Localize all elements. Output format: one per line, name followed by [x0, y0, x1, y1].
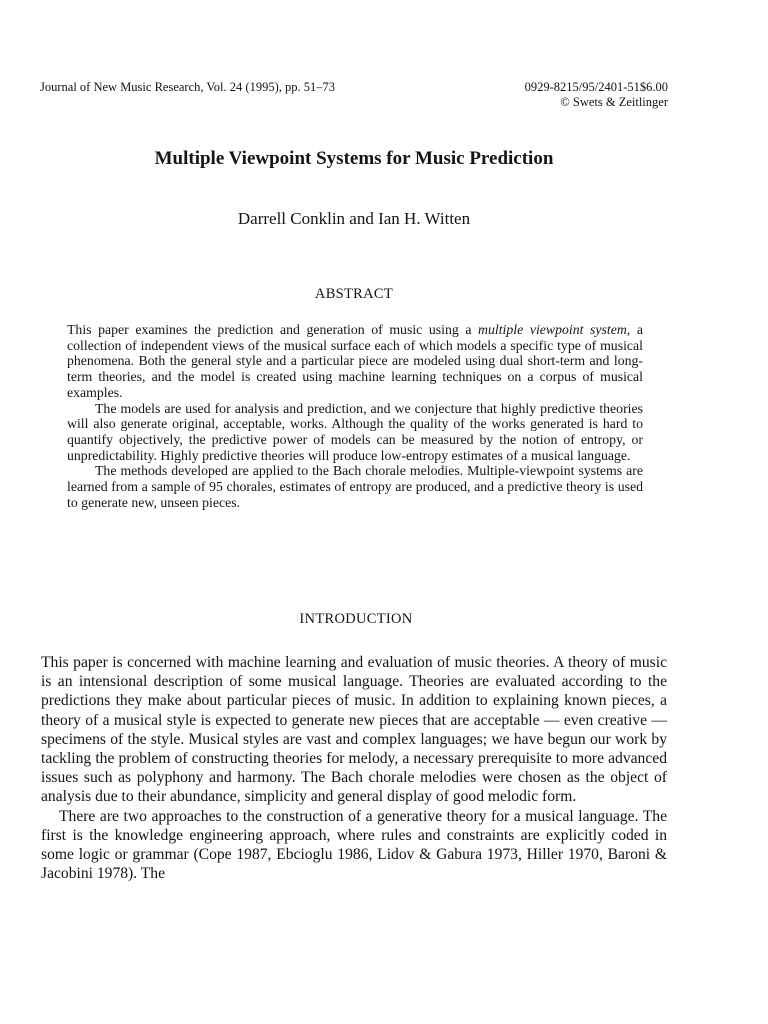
introduction-body	[41, 653, 667, 883]
abstract-paragraph-1	[67, 322, 643, 401]
abstract-body	[67, 322, 643, 510]
introduction-paragraph-2: There are two approaches to the construction of a generative theory for a musical language. The first is the knowledge engineering approach, where rules and constraints are explicitly coded in some logic or grammar (Cope 1987, Ebcioglu 1986, Lidov & Gabura 1973, Hiller 1970, Baroni & Jacobini 1978). The	[41, 807, 667, 883]
abstract-p1-lead: This paper examines the prediction and generation of music using a	[67, 322, 479, 337]
abstract-p1-emphasis: multiple viewpoint system	[478, 322, 627, 337]
paper-authors: Darrell Conklin and Ian H. Witten	[237, 209, 471, 228]
abstract-paragraph-2: The models are used for analysis and prediction, and we conjecture that highly predictive theories will also generate original, acceptable, works. Although the quality of the works generated is hard to quantify objectively, the predictive power of models can be measured by the notion of entropy, or unpredictability. Highly predictive theories will produce low-entropy estimates of a musical language.	[67, 400, 643, 463]
abstract-p1-rest: , a collection of independent views of the musical surface each of which models a specific type of musical phenomena. Both the general style and a particular piece are modeled using dual short-term and long-term theories, and the model is created using machine learning techniques on a corpus of musical examples.	[67, 322, 643, 400]
issn-price-code: 0929-8215/95/2401-51$6.00	[524, 80, 668, 94]
introduction-heading: INTRODUCTION	[299, 611, 413, 627]
abstract-heading: ABSTRACT	[314, 286, 394, 302]
abstract-paragraph-3: The methods developed are applied to the Bach chorale melodies. Multiple-viewpoint systems are learned from a sample of 95 chorales, estimates of entropy are produced, and a predictive theory is used to generate new, unseen pieces.	[67, 463, 643, 510]
introduction-paragraph-1: This paper is concerned with machine learning and evaluation of music theories. A theory of music is an intensional description of some musical language. Theories are evaluated according to the predictions they make about particular pieces of music. In addition to explaining known pieces, a theory of a musical style is expected to generate new pieces that are acceptable — even creative — specimens of the style. Musical styles are vast and complex languages; we have begun our work by tackling the problem of constructing theories for melody, a necessary prerequisite to more advanced issues such as polyphony and harmony. The Bach chorale melodies were chosen as the object of analysis due to their abundance, simplicity and general display of good melodic form.	[41, 654, 667, 806]
journal-citation: Journal of New Music Research, Vol. 24 (1995), pp. 51–73	[40, 80, 335, 94]
paper-title: Multiple Viewpoint Systems for Music Prediction	[154, 148, 554, 169]
header-right-block	[525, 80, 668, 110]
publisher-copyright: © Swets & Zeitlinger	[560, 95, 668, 109]
